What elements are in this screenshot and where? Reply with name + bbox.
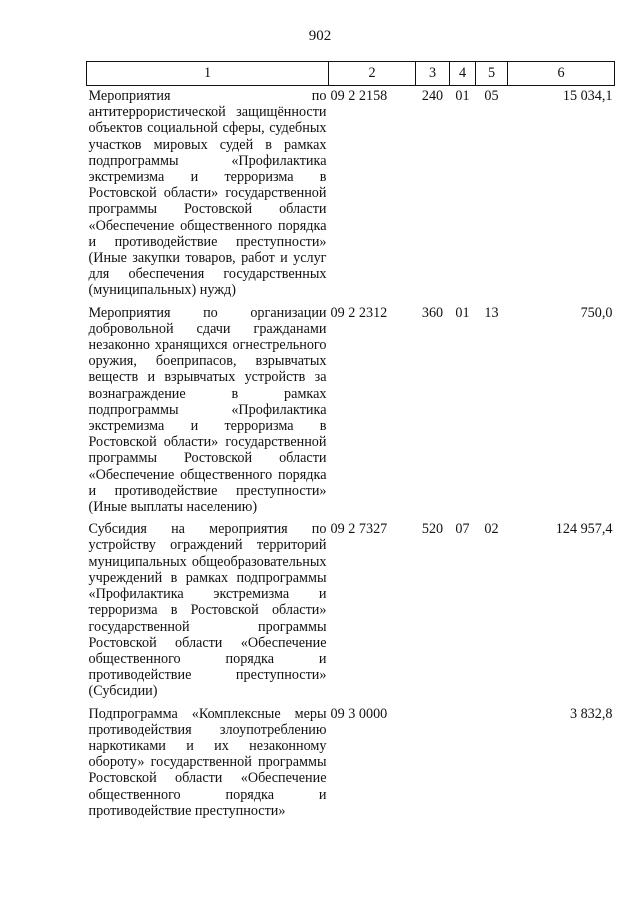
table-header-row xyxy=(87,62,615,86)
row-col3: 520 xyxy=(421,521,444,538)
row-col4: 01 xyxy=(455,88,470,104)
row-col4: 01 xyxy=(455,304,470,321)
budget-table xyxy=(86,61,615,823)
column-header-6: 6 xyxy=(508,62,615,86)
row-description: Субсидия на мероприятия по устройству ограждений территорий муниципальных общеобразовательных учреждений в рамках подпрограммы «Профилактика экстремизма и терроризма в Ростовской области» государственной программы Ростовской области «Обеспечение общественного порядка и противодействие преступности» (Субсидии) xyxy=(88,521,327,700)
table-row xyxy=(87,303,615,520)
column-header-2: 2 xyxy=(329,62,416,86)
row-code: 09 2 2312 xyxy=(330,304,388,321)
row-col4: 07 xyxy=(455,521,470,538)
row-col3: 360 xyxy=(421,304,444,321)
row-amount: 15 034,1 xyxy=(562,88,613,104)
row-col5: 02 xyxy=(484,521,499,538)
table-row xyxy=(87,519,615,703)
page-number: 902 xyxy=(308,28,332,44)
row-col4 xyxy=(450,704,476,823)
column-header-5: 5 xyxy=(476,62,508,86)
row-amount: 750,0 xyxy=(580,304,613,321)
column-header-3: 3 xyxy=(416,62,450,86)
table-row xyxy=(87,86,615,303)
row-col3 xyxy=(416,704,450,823)
row-code: 09 3 0000 xyxy=(330,705,388,722)
column-header-1: 1 xyxy=(87,62,329,86)
column-header-4: 4 xyxy=(450,62,476,86)
row-description: Мероприятия по организации добровольной сдачи гражданами незаконно хранящихся огнестрельного оружия, боеприпасов, взрывчатых веществ и взрывчатых устройств за вознаграждение в рамках подпрограммы «Профилактика экстремизма и терроризма в Ростовской области» государственной программы Ростовской области «Обеспечение общественного порядка и противодействие преступности» (Иные выплаты населению) xyxy=(88,304,327,516)
row-code: 09 2 7327 xyxy=(330,521,388,538)
row-description: Подпрограмма «Комплексные меры противодействия злоупотреблению наркотиками и их незаконному обороту» государственной программы Ростовской области «Обеспечение общественного порядка и противодействие преступности» xyxy=(88,705,327,819)
row-col5: 05 xyxy=(484,88,499,104)
row-col5 xyxy=(476,704,508,823)
row-col3: 240 xyxy=(421,88,444,104)
row-amount: 124 957,4 xyxy=(555,521,613,538)
row-description: Мероприятия по антитеррористической защищённости объектов социальной сферы, судебных участков мировых судей в рамках подпрограммы «Профилактика экстремизма и терроризма в Ростовской области» государственной программы Ростовской области «Обеспечение общественного порядка и противодействие преступности» (Иные закупки товаров, работ и услуг для обеспечения государственных (муниципальных) нужд) xyxy=(88,88,327,299)
row-amount: 3 832,8 xyxy=(569,705,613,722)
row-col5: 13 xyxy=(484,304,499,321)
row-code: 09 2 2158 xyxy=(330,88,388,104)
table-row xyxy=(87,704,615,823)
